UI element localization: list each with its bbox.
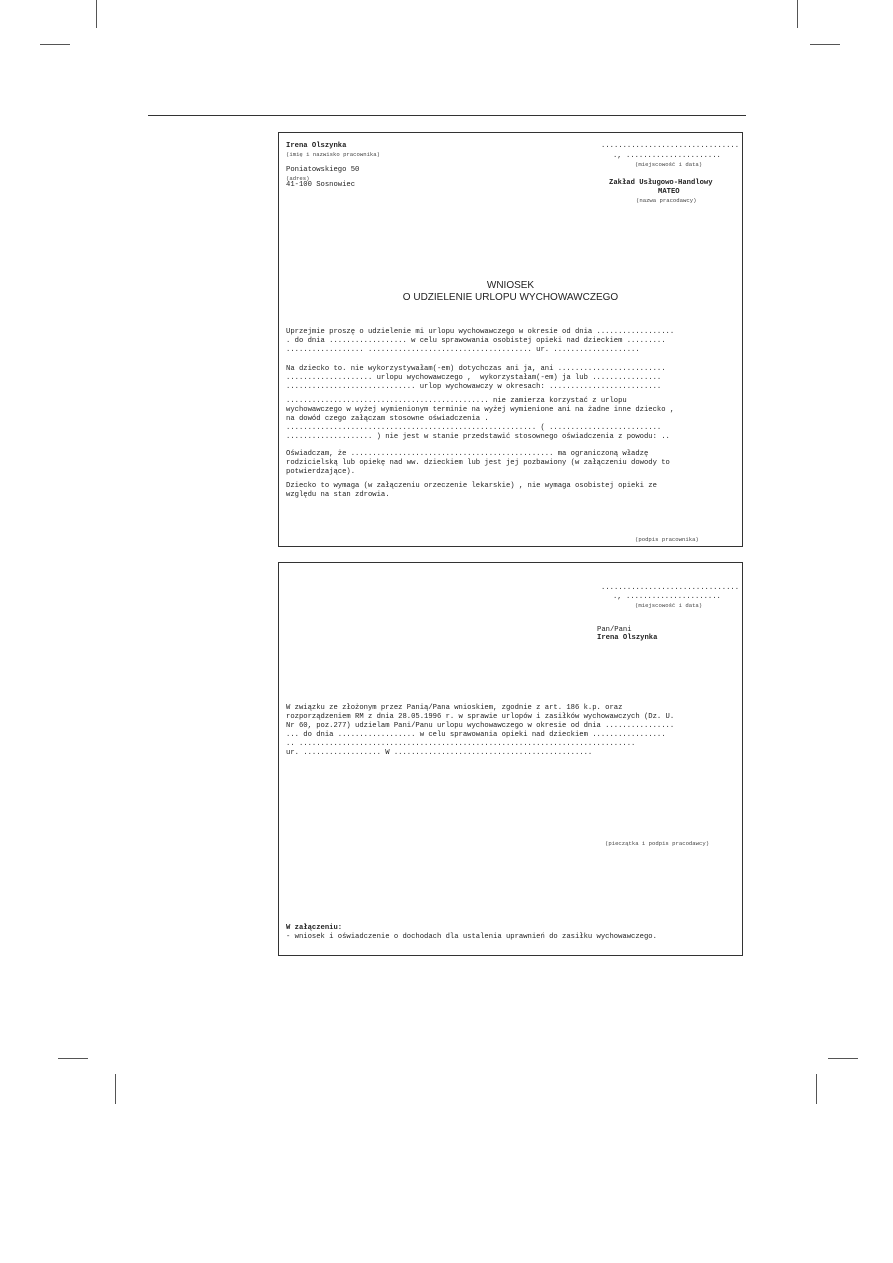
crop-mark: [810, 44, 840, 45]
crop-mark: [828, 1058, 858, 1059]
paragraph-decision: W związku ze złożonym przez Panią/Pana wnioskiem, zgodnie z art. 186 k.p. oraz rozporządzeniem RM z dnia 28.05.1996 r. w sprawie urlopów i zasiłków wychowawczych (Dz. U. Nr 60, poz.277) udzielam Pani/Panu urlopu wychowawczego w okresie od dnia ................ ... do dnia .................. w celu sprawowania opieki nad dzieckiem ................. .. .............................................................................. ur. .................. W ..............................................: [286, 704, 675, 757]
employer-name-2: MATEO: [658, 188, 680, 196]
sender-address-caption: (adres): [286, 175, 310, 182]
sender-name: Irena Olszynka: [286, 142, 347, 150]
place-date-line: ., ......................: [613, 152, 721, 160]
paragraph-previous-leave: Na dziecko to. nie wykorzystywałam(-em) dotychczas ani ja, ani ......................... .................... urlopu wychowawczego , wykorzystałam(-em) ja lub ................ .............................. urlop wychowawczy w okresach: ..........................: [286, 365, 666, 391]
place-date-dots: ................................: [601, 142, 740, 150]
sender-city: 41-100 Sosnowiec: [286, 181, 356, 189]
form-subtitle: O UDZIELENIE URLOPU WYCHOWAWCZEGO: [402, 292, 619, 303]
employer-name: Zakład Usługowo-Handlowy: [609, 179, 713, 187]
sender-street: Poniatowskiego 50: [286, 166, 360, 174]
signature-caption: (podpis pracownika): [635, 536, 699, 543]
crop-mark: [96, 0, 97, 28]
signature-caption: (pieczątka i podpis pracodawcy): [605, 840, 710, 847]
form-title: WNIOSEK: [486, 280, 535, 291]
attachments-item: - wniosek i oświadczenie o dochodach dla ustalenia uprawnień do zasiłku wychowawczego.: [286, 933, 657, 941]
place-date-dots: ................................: [601, 584, 740, 592]
crop-mark: [797, 0, 798, 28]
application-form: [278, 132, 743, 547]
attachments-label: W załączeniu:: [286, 924, 343, 932]
paragraph-health: Dziecko to wymaga (w załączeniu orzeczenie lekarskie) , nie wymaga osobistej opieki ze względu na stan zdrowia.: [286, 482, 657, 499]
crop-mark: [115, 1074, 116, 1104]
header-rule: [148, 115, 746, 116]
crop-mark: [58, 1058, 88, 1059]
paragraph-other-parent: ............................................... nie zamierza korzystać z urlopu wychowawczego w wyżej wymienionym terminie na wyżej wymienione ani na żadne inne dziecko , na dowód czego załączam stosowne oświadczenia . .......................................................... ( .......................... .................... ) nie jest w stanie przedstawić stosownego oświadczenia z powodu: ..: [286, 397, 675, 441]
place-date-caption: (miejscowość i data): [635, 602, 703, 609]
place-date-line: ., ......................: [613, 593, 721, 601]
place-date-caption: (miejscowość i data): [635, 161, 703, 168]
addressee-label: Pan/Pani: [597, 626, 632, 634]
crop-mark: [40, 44, 70, 45]
sender-name-caption: (imię i nazwisko pracownika): [286, 151, 380, 158]
addressee-name: Irena Olszynka: [597, 634, 658, 642]
paragraph-request: Uprzejmie proszę o udzielenie mi urlopu wychowawczego w okresie od dnia .................. . do dnia .................. w celu sprawowania osobistej opieki nad dzieckiem ......... .................. ...................................... ur. ....................: [286, 328, 675, 354]
paragraph-declaration: Oświadczam, że ............................................... ma ograniczoną władzę rodzicielską lub opiekę nad ww. dzieckiem lub jest jej pozbawiony (w załączeniu dowody to potwierdzające).: [286, 450, 670, 476]
decision-form: [278, 562, 743, 956]
crop-mark: [816, 1074, 817, 1104]
employer-caption: (nazwa pracodawcy): [636, 197, 697, 204]
